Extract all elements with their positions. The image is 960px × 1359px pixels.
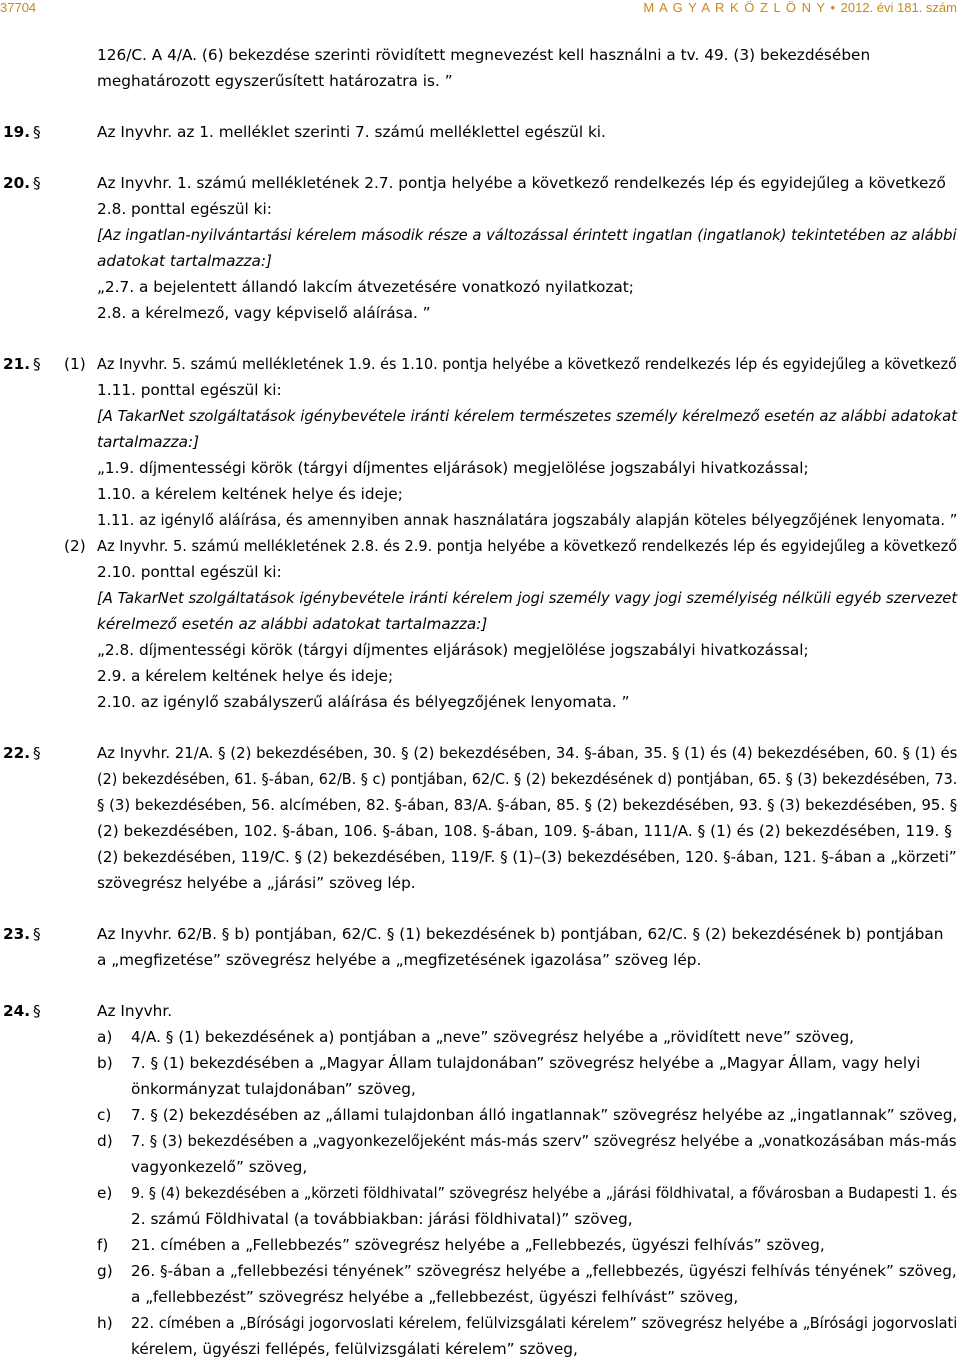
section-sign: § [33,925,41,943]
section-number: 22. [3,744,31,762]
text-line: „2.7. a bejelentett állandó lakcím átvezetésére vonatkozó nyilatkozat; [97,278,634,296]
text-line: kérelmező esetén az alábbi adatokat tartalmazza:] [97,615,488,633]
text-line [97,45,957,65]
text-line: 2. számú Földhivatal (a továbbiakban: járási földhivatal)” szöveg, [131,1210,633,1228]
text-line: adatokat tartalmazza:] [97,252,273,270]
text-line: Az Inyvhr. 21/A. § (2) bekezdésében, 30. § (2) bekezdésében, 34. §-ában, 35. § (1) és (4) bekezdésében, 60. § (1) és [97,744,958,762]
section-sign: § [33,123,41,141]
text-line: 21. címében a „Fellebbezés” szövegrész helyébe a „Fellebbezés, ügyészi felhívás” szöveg, [131,1236,825,1254]
text-line: meghatározott egyszerűsített határozatra is. ” [97,72,453,90]
text-line: [A TakarNet szolgáltatások igénybevétele iránti kérelem természetes személy kérelmező esetén az alábbi adatokat [97,407,958,425]
section-number: 21. [3,355,31,373]
text-line: a „fellebbezést” szövegrész helyébe a „fellebbezést, ügyészi felhívást” szöveg, [131,1288,739,1306]
list-item-label: d) [97,1132,113,1150]
text-line: 2.8. a kérelmező, vagy képviselő aláírása. ” [97,304,431,322]
paragraph-number: (1) [64,355,86,373]
page-number: 37704 [0,0,37,15]
list-item-label: f) [97,1236,109,1254]
list-item-label: h) [97,1314,113,1332]
text-line: 7. § (2) bekezdésében az „állami tulajdonban álló ingatlannak” szövegrész helyébe az „ingatlannak” szöveg, [131,1106,958,1124]
text-line: (2) bekezdésében, 61. §-ában, 62/B. § c) pontjában, 62/C. § (2) bekezdésének d) pontjában, 65. § (3) bekezdésében, 73. [97,770,958,788]
text-line: 1.11. ponttal egészül ki: [97,381,282,399]
text-line: 26. §-ában a „fellebbezési tényének” szövegrész helyébe a „fellebbezés, ügyészi felhívás tényének” szöveg, [131,1262,957,1280]
text-line: 2.9. a kérelem keltének helye és ideje; [97,667,394,685]
list-item-label: a) [97,1028,113,1046]
list-item-label: g) [97,1262,113,1280]
list-item-label: b) [97,1054,113,1072]
text-line: 7. § (3) bekezdésében a „vagyonkezelőjeként más-más szerv” szövegrész helyébe a „vonatkozásában más-más [131,1132,957,1150]
publication-name: M A G Y A R K Ö Z L Ö N Y [643,0,826,15]
section-sign: § [33,355,41,373]
section-number: 23. [3,925,31,943]
text-line: szövegrész helyébe a „járási” szöveg lép. [97,874,416,892]
text-line: 2.8. ponttal egészül ki: [97,200,272,218]
section-sign: § [33,744,41,762]
list-item-label: e) [97,1184,113,1202]
text-line: [Az ingatlan-nyilvántartási kérelem második része a változással érintett ingatlan (ingatlanok) tekintetében az alábbi [97,226,957,244]
text-line: önkormányzat tulajdonában” szöveg, [131,1080,416,1098]
text-line: Az Inyvhr. 5. számú mellékletének 2.8. és 2.9. pontja helyébe a következő rendelkezés lép és egyidejűleg a következő [97,537,958,555]
text-line: 22. címében a „Bírósági jogorvoslati kérelem, felülvizsgálati kérelem” szövegrész helyébe a „Bírósági jogorvoslati [131,1314,958,1332]
text-line: § (3) bekezdésében, 56. alcímében, 82. §-ában, 83/A. §-ában, 85. § (2) bekezdésében, 93. § (3) bekezdésében, 95. § [97,796,958,814]
text-line: tartalmazza:] [97,433,200,451]
section-number: 24. [3,1002,31,1020]
text-line: 7. § (1) bekezdésében a „Magyar Állam tulajdonában” szövegrész helyébe a „Magyar Állam, vagy helyi [131,1054,921,1072]
text-line: Az Inyvhr. 62/B. § b) pontjában, 62/C. § (1) bekezdésének b) pontjában, 62/C. § (2) bekezdésének b) pontjában [97,925,944,943]
text-line: Az Inyvhr. [97,1002,173,1020]
page-header [0,0,960,22]
text-line: 2.10. az igénylő szabályszerű aláírása és bélyegzőjének lenyomata. ” [97,693,630,711]
section-number: 20. [3,174,31,192]
line-text: 126/C. A 4/A. (6) bekezdése szerinti rövidített megnevezést kell használni a tv. 49. (3) bekezdésében [97,46,871,64]
text-line: a „megfizetése” szövegrész helyébe a „megfizetésének igazolása” szöveg lép. [97,951,702,969]
text-line: „1.9. díjmentességi körök (tárgyi díjmentes eljárások) megjelölése jogszabályi hivatkozással; [97,459,809,477]
text-line: Az Inyvhr. 5. számú mellékletének 1.9. és 1.10. pontja helyébe a következő rendelkezés lép és egyidejűleg a következő [97,355,957,373]
issue-label: 2012. évi 181. szám [840,0,957,15]
text-line: „2.8. díjmentességi körök (tárgyi díjmentes eljárások) megjelölése jogszabályi hivatkozással; [97,641,809,659]
text-line: kérelem, ügyészi fellépés, felülvizsgálati kérelem” szöveg, [131,1340,578,1358]
text-line: 2.10. ponttal egészül ki: [97,563,282,581]
section-sign: § [33,1002,41,1020]
text-line: 1.11. az igénylő aláírása, és amennyiben annak használatára jogszabály alapján köteles bélyegzőjének lenyomata. ” [97,511,958,529]
text-line: (2) bekezdésében, 119/C. § (2) bekezdésében, 119/F. § (1)–(3) bekezdésében, 120. §-ában, 121. §-ában a „körzeti” [97,848,957,866]
text-line: Az Inyvhr. az 1. melléklet szerinti 7. számú melléklettel egészül ki. [97,123,606,141]
text-line: 9. § (4) bekezdésében a „körzeti földhivatal” szövegrész helyébe a „járási földhivatal, a fővárosban a Budapesti 1. és [131,1184,958,1202]
text-line: Az Inyvhr. 1. számú mellékletének 2.7. pontja helyébe a következő rendelkezés lép és egyidejűleg a következő [97,174,946,192]
publication-title: M A G Y A R K Ö Z L Ö N Y • 2012. évi 181. szám [643,0,957,15]
text-line: 4/A. § (1) bekezdésének a) pontjában a „neve” szövegrész helyébe a „rövidített neve” szöveg, [131,1028,855,1046]
text-line: (2) bekezdésében, 102. §-ában, 106. §-ában, 108. §-ában, 109. §-ában, 111/A. § (1) és (2) bekezdésében, 119. § [97,822,952,840]
text-line: vagyonkezelő” szöveg, [131,1158,308,1176]
text-line: [A TakarNet szolgáltatások igénybevétele iránti kérelem jogi személy vagy jogi személyiség nélküli egyéb szervezet [97,589,958,607]
section-number: 19. [3,123,31,141]
paragraph-number: (2) [64,537,86,555]
section-sign: § [33,174,41,192]
list-item-label: c) [97,1106,112,1124]
text-line: 1.10. a kérelem keltének helye és ideje; [97,485,403,503]
